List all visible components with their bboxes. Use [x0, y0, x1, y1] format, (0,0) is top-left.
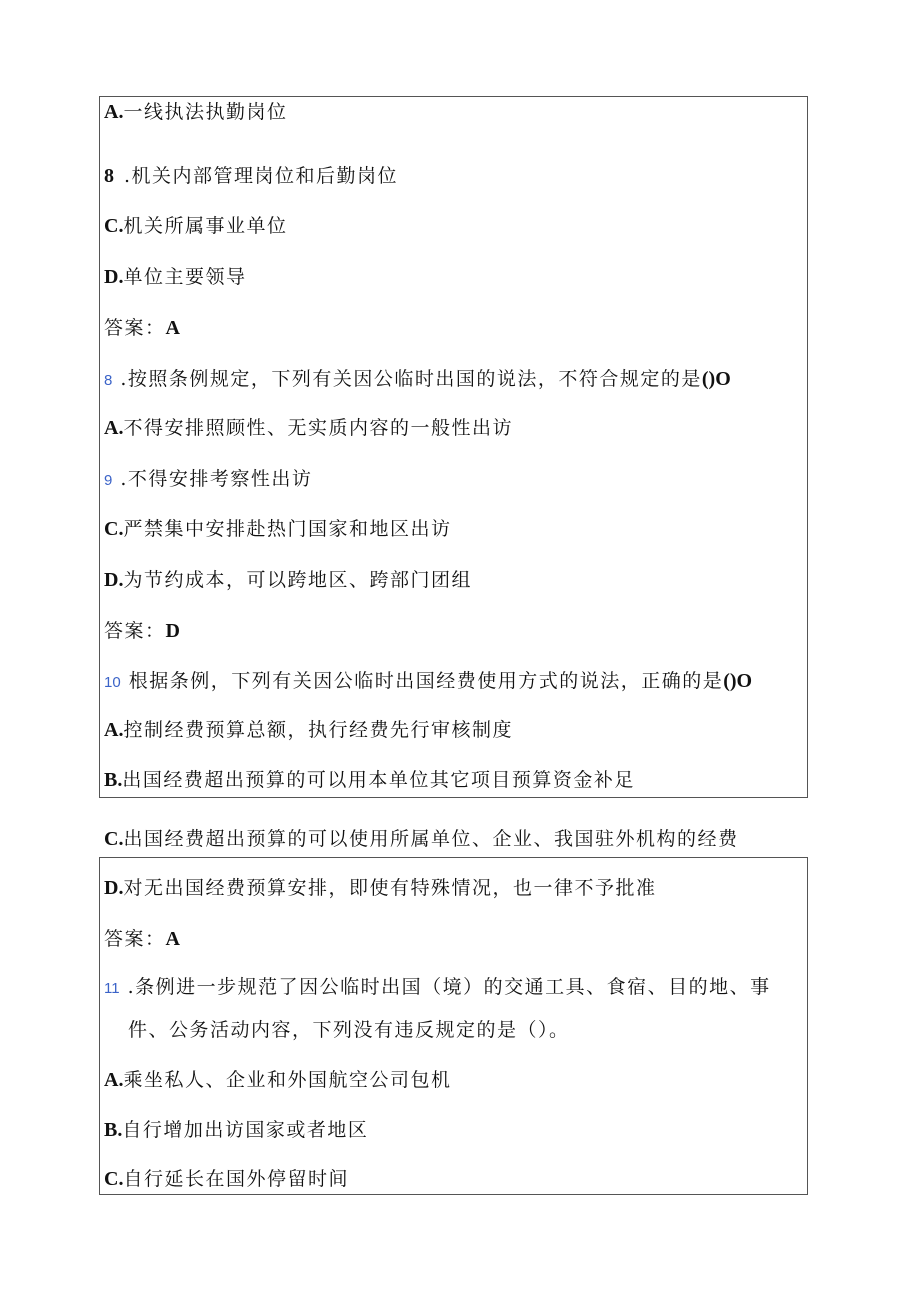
- option-c: C.出国经费超出预算的可以使用所属单位、企业、我国驻外机构的经费: [104, 828, 739, 850]
- option-a: A.不得安排照顾性、无实质内容的一般性出访: [104, 417, 513, 439]
- option-a: A.控制经费预算总额，执行经费先行审核制度: [104, 719, 513, 741]
- option-c: C.严禁集中安排赴热门国家和地区出访: [104, 518, 452, 540]
- option-b: B.出国经费超出预算的可以用本单位其它项目预算资金补足: [104, 769, 635, 791]
- answer-line: 答案：A: [104, 928, 180, 950]
- answer-line: 答案：D: [104, 620, 180, 642]
- question-11: 11 .条例进一步规范了因公临时出国（境）的交通工具、食宿、目的地、事: [104, 976, 771, 998]
- question-11-continued: 件、公务活动内容，下列没有违反规定的是（）。: [128, 1019, 570, 1041]
- option-d: D.单位主要领导: [104, 266, 247, 288]
- option-b: B.自行增加出访国家或者地区: [104, 1119, 369, 1141]
- option-b-misnumbered: 9 .不得安排考察性出访: [104, 468, 313, 490]
- option-a: A.乘坐私人、企业和外国航空公司包机: [104, 1069, 452, 1091]
- option-c: C.自行延长在国外停留时间: [104, 1168, 349, 1190]
- question-10: 10 根据条例，下列有关因公临时出国经费使用方式的说法，正确的是()O: [104, 670, 753, 692]
- option-a: A.一线执法执勤岗位: [104, 101, 288, 123]
- option-d: D.对无出国经费预算安排，即使有特殊情况，也一律不予批准: [104, 877, 657, 899]
- option-b-misnumbered: 8 .机关内部管理岗位和后勤岗位: [104, 165, 399, 187]
- answer-line: 答案：A: [104, 317, 180, 339]
- option-c: C.机关所属事业单位: [104, 215, 288, 237]
- question-8: 8 .按照条例规定，下列有关因公临时出国的说法，不符合规定的是()O: [104, 368, 731, 390]
- option-d: D.为节约成本，可以跨地区、跨部门团组: [104, 569, 472, 591]
